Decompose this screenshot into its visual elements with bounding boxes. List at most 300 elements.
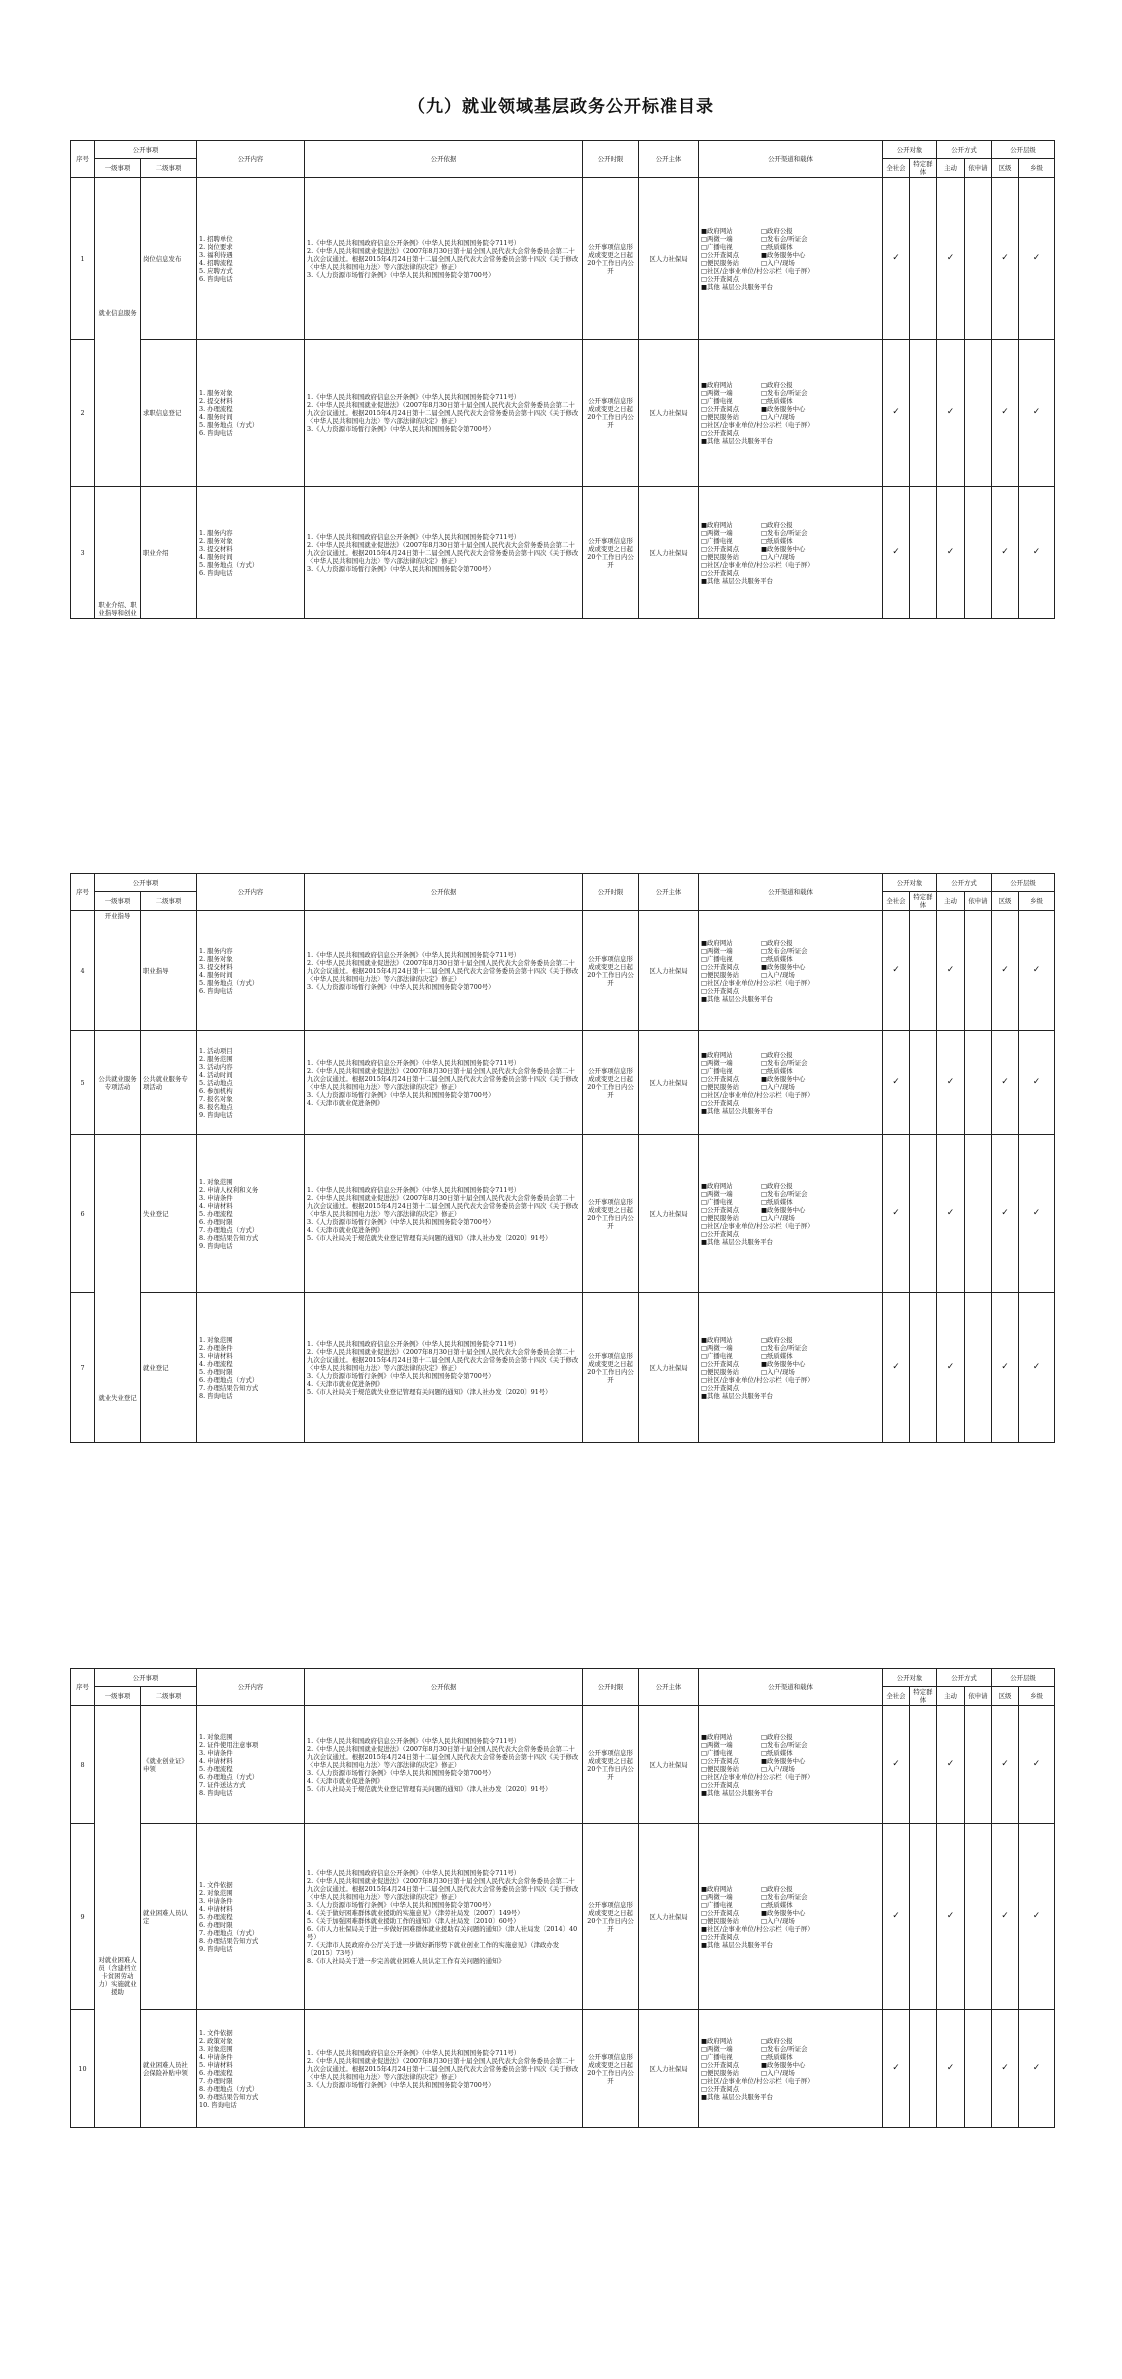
content-line: 7. 办理地点（方式） bbox=[199, 1225, 259, 1234]
content-cell bbox=[197, 911, 305, 1031]
channel-option: □纸质媒体 bbox=[761, 1066, 793, 1075]
basis-line: 1.《中华人民共和国政府信息公开条例》（中华人民共和国国务院令711号） bbox=[307, 1868, 521, 1877]
channel-option: ■其他 基层公共服务平台 bbox=[701, 1788, 773, 1797]
content-cell bbox=[197, 487, 305, 619]
header-level1: 一级事项 bbox=[95, 892, 141, 911]
channel-option: □发布会/听证会 bbox=[761, 389, 808, 397]
content-line: 6. 办理流程 bbox=[199, 2068, 233, 2077]
check-mark: ✓ bbox=[937, 911, 965, 1031]
channels-cell bbox=[699, 911, 883, 1031]
content-line: 6. 咨询电话 bbox=[199, 986, 233, 995]
time-cell: 公开事项信息形成或变更之日起20个工作日内公开 bbox=[583, 1706, 639, 1824]
channel-option: □政府公报 bbox=[761, 1181, 793, 1190]
content-line: 5. 申请材料 bbox=[199, 2060, 233, 2069]
header-content: 公开内容 bbox=[197, 1669, 305, 1706]
basis-cell bbox=[305, 487, 583, 619]
content-line: 2. 服务对象 bbox=[199, 954, 233, 963]
content-line: 5. 服务地点（方式） bbox=[199, 560, 259, 569]
content-line: 4. 申请条件 bbox=[199, 2052, 233, 2061]
table-row bbox=[71, 2010, 1055, 2128]
level2-item: 岗位信息发布 bbox=[141, 178, 197, 340]
level1-item-cell bbox=[95, 487, 141, 619]
content-line: 5. 办理流程 bbox=[199, 1209, 233, 1218]
basis-line: 1.《中华人民共和国政府信息公开条例》（中华人民共和国国务院令711号） bbox=[307, 950, 521, 959]
empty-mark bbox=[910, 1706, 937, 1824]
channel-option: □公开查阅点 bbox=[701, 1229, 739, 1238]
channel-option: ■政务服务中心 bbox=[761, 1074, 806, 1083]
basis-line: 3.《人力资源市场暂行条例》（中华人民共和国国务院令第700号） bbox=[307, 1768, 495, 1777]
content-line: 2. 证件使用注意事项 bbox=[199, 1740, 259, 1749]
check-mark: ✓ bbox=[992, 1031, 1019, 1135]
seq-cell: 4 bbox=[71, 911, 95, 1031]
basis-line: 1.《中华人民共和国政府信息公开条例》（中华人民共和国国务院令711号） bbox=[307, 1058, 521, 1067]
channels-cell bbox=[699, 1706, 883, 1824]
content-line: 8. 办理地点（方式） bbox=[199, 2084, 259, 2093]
content-line: 9. 咨询电话 bbox=[199, 1944, 233, 1953]
content-line: 4. 活动时间 bbox=[199, 1070, 233, 1079]
content-cell bbox=[197, 1031, 305, 1135]
time-cell: 公开事项信息形成或变更之日起20个工作日内公开 bbox=[583, 487, 639, 619]
header-level-district: 区级 bbox=[992, 1687, 1019, 1706]
check-mark: ✓ bbox=[1019, 178, 1055, 340]
level1-item-cell bbox=[95, 1706, 141, 2128]
channel-option: □政府公报 bbox=[761, 2036, 793, 2045]
check-mark: ✓ bbox=[883, 1031, 910, 1135]
time-cell: 公开事项信息形成或变更之日起20个工作日内公开 bbox=[583, 340, 639, 487]
basis-line: 4.《关于做好困难群体就业援助的实施意见》（津劳社局发〔2007〕149号） bbox=[307, 1908, 524, 1917]
basis-line: 3.《人力资源市场暂行条例》（中华人民共和国国务院令第700号） bbox=[307, 1900, 495, 1909]
channel-option: ■政务服务中心 bbox=[761, 1756, 806, 1765]
check-mark: ✓ bbox=[1019, 1706, 1055, 1824]
basis-cell bbox=[305, 1706, 583, 1824]
empty-mark bbox=[965, 2010, 992, 2128]
header-mode-apply: 依申请 bbox=[965, 159, 992, 178]
basis-cell bbox=[305, 1293, 583, 1443]
channel-option: □便民服务站 bbox=[701, 1367, 739, 1376]
content-line: 10. 咨询电话 bbox=[199, 2100, 237, 2109]
level2-item: 《就业创业证》申领 bbox=[141, 1706, 197, 1824]
basis-line: 3.《人力资源市场暂行条例》（中华人民共和国国务院令第700号） bbox=[307, 2080, 495, 2089]
content-line: 5. 活动地点 bbox=[199, 1078, 233, 1087]
table-row bbox=[71, 1135, 1055, 1293]
channel-option: □入户/现场 bbox=[761, 1082, 795, 1091]
channel-option: ■政府网站 bbox=[701, 520, 733, 529]
channel-option: □社区/企事业单位/村公示栏（电子屏） bbox=[701, 266, 814, 275]
header-level: 公开层级 bbox=[992, 141, 1055, 159]
channel-option: ■政府网站 bbox=[701, 1335, 733, 1344]
channel-option: □社区/企事业单位/村公示栏（电子屏） bbox=[701, 1090, 814, 1099]
content-line: 1. 服务内容 bbox=[199, 528, 233, 537]
subject-cell: 区人力社保局 bbox=[639, 340, 699, 487]
table-row bbox=[71, 1706, 1055, 1824]
subject-cell: 区人力社保局 bbox=[639, 1135, 699, 1293]
channel-option: □便民服务站 bbox=[701, 258, 739, 267]
content-line: 7. 办理时限 bbox=[199, 2076, 233, 2085]
channel-option: □便民服务站 bbox=[701, 970, 739, 979]
header-mode-active: 主动 bbox=[937, 159, 965, 178]
basis-line: 4.《天津市就业促进条例》 bbox=[307, 1776, 384, 1785]
channel-option: □政府公报 bbox=[761, 1732, 793, 1741]
check-mark: ✓ bbox=[992, 340, 1019, 487]
check-mark: ✓ bbox=[937, 487, 965, 619]
channel-option: □发布会/听证会 bbox=[761, 946, 808, 955]
channel-option: ■政务服务中心 bbox=[761, 250, 806, 259]
empty-mark bbox=[965, 178, 992, 340]
header-level-district: 区级 bbox=[992, 892, 1019, 911]
basis-line: 2.《中华人民共和国就业促进法》（2007年8月30日第十届全国人民代表大会常务委员会第二十九次会议通过。根据2015年4月24日第十二届全国人民代表大会常务委员会第十四次《关于修改〈中华人民共和国电力法〉等六部法律的决定》修正） bbox=[307, 246, 579, 271]
subject-cell: 区人力社保局 bbox=[639, 1293, 699, 1443]
content-line: 6. 参加机构 bbox=[199, 1086, 233, 1095]
content-line: 1. 活动项目 bbox=[199, 1046, 233, 1055]
empty-mark bbox=[965, 1293, 992, 1443]
check-mark: ✓ bbox=[992, 1824, 1019, 2010]
channel-option: □公开查阅点 bbox=[701, 568, 739, 577]
check-mark: ✓ bbox=[937, 340, 965, 487]
content-line: 5. 办理时限 bbox=[199, 1367, 233, 1376]
content-line: 6. 办理地点（方式） bbox=[199, 1772, 259, 1781]
level2-item: 就业困难人员认定 bbox=[141, 1824, 197, 2010]
basis-line: 3.《人力资源市场暂行条例》（中华人民共和国国务院令第700号） bbox=[307, 270, 495, 279]
channels-cell bbox=[699, 2010, 883, 2128]
content-line: 5. 应聘方式 bbox=[199, 266, 233, 275]
channel-option: ■其他 基层公共服务平台 bbox=[701, 1106, 773, 1115]
level1-item: 就业信息服务 bbox=[98, 308, 137, 317]
check-mark: ✓ bbox=[1019, 911, 1055, 1031]
channel-option: ■其他 基层公共服务平台 bbox=[701, 994, 773, 1003]
header-content: 公开内容 bbox=[197, 141, 305, 178]
channel-option: □社区/企事业单位/村公示栏（电子屏） bbox=[701, 978, 814, 987]
header-mode-active: 主动 bbox=[937, 1687, 965, 1706]
channel-option: □政府公报 bbox=[761, 226, 793, 235]
basis-line: 2.《中华人民共和国就业促进法》（2007年8月30日第十届全国人民代表大会常务委员会第二十九次会议通过。根据2015年4月24日第十二届全国人民代表大会常务委员会第十四次《关于修改〈中华人民共和国电力法〉等六部法律的决定》修正） bbox=[307, 1066, 579, 1091]
content-cell bbox=[197, 1824, 305, 2010]
channel-option: □便民服务站 bbox=[701, 2068, 739, 2077]
subject-cell: 区人力社保局 bbox=[639, 2010, 699, 2128]
header-level2: 二级事项 bbox=[141, 892, 197, 911]
header-channels: 公开渠道和载体 bbox=[699, 1669, 883, 1706]
basis-line: 2.《中华人民共和国就业促进法》（2007年8月30日第十届全国人民代表大会常务委员会第二十九次会议通过。根据2015年4月24日第十二届全国人民代表大会常务委员会第十四次《关于修改〈中华人民共和国电力法〉等六部法律的决定》修正） bbox=[307, 1876, 579, 1901]
channel-option: □两微一端 bbox=[701, 234, 733, 243]
header-level2: 二级事项 bbox=[141, 159, 197, 178]
seq-cell: 9 bbox=[71, 1824, 95, 2010]
channel-option: ■其他 基层公共服务平台 bbox=[701, 1237, 773, 1246]
time-cell: 公开事项信息形成或变更之日起20个工作日内公开 bbox=[583, 2010, 639, 2128]
channel-option: ■其他 基层公共服务平台 bbox=[701, 2092, 773, 2101]
basis-line: 1.《中华人民共和国政府信息公开条例》（中华人民共和国国务院令711号） bbox=[307, 1185, 521, 1194]
content-line: 5. 办理流程 bbox=[199, 1912, 233, 1921]
basis-line: 3.《人力资源市场暂行条例》（中华人民共和国国务院令第700号） bbox=[307, 982, 495, 991]
header-level1: 一级事项 bbox=[95, 159, 141, 178]
channel-option: □公开查阅点 bbox=[701, 429, 739, 437]
header-seq: 序号 bbox=[71, 874, 95, 911]
channel-option: □发布会/听证会 bbox=[761, 234, 808, 243]
catalog-table bbox=[70, 873, 1055, 1443]
channel-option: ■政务服务中心 bbox=[761, 1359, 806, 1368]
basis-line: 4.《天津市就业促进条例》 bbox=[307, 1379, 384, 1388]
header-level1: 一级事项 bbox=[95, 1687, 141, 1706]
channel-option: □公开查阅点 bbox=[701, 1932, 739, 1941]
header-level: 公开层级 bbox=[992, 874, 1055, 892]
basis-line: 7.《天津市人民政府办公厅关于进一步做好新形势下就业创业工作的实施意见》（津政办发〔2015〕73号） bbox=[307, 1940, 560, 1957]
basis-line: 2.《中华人民共和国就业促进法》（2007年8月30日第十届全国人民代表大会常务委员会第二十九次会议通过。根据2015年4月24日第十二届全国人民代表大会常务委员会第十四次《关于修改〈中华人民共和国电力法〉等六部法律的决定》修正） bbox=[307, 2056, 579, 2081]
level1-item-cell bbox=[95, 308, 141, 487]
header-channels: 公开渠道和载体 bbox=[699, 874, 883, 911]
level1-item-cell bbox=[95, 1135, 141, 1443]
channel-option: ■政府网站 bbox=[701, 1884, 733, 1893]
channel-option: □两微一端 bbox=[701, 1058, 733, 1067]
seq-cell: 10 bbox=[71, 2010, 95, 2128]
content-line: 4. 服务时间 bbox=[199, 970, 233, 979]
header-matters: 公开事项 bbox=[95, 141, 197, 159]
basis-line: 3.《人力资源市场暂行条例》（中华人民共和国国务院令第700号） bbox=[307, 564, 495, 573]
header-target: 公开对象 bbox=[883, 141, 937, 159]
check-mark: ✓ bbox=[992, 911, 1019, 1031]
channel-option: ■社区/企事业单位/村公示栏（电子屏） bbox=[701, 1924, 814, 1933]
basis-line: 4.《天津市就业促进条例》 bbox=[307, 1225, 384, 1234]
check-mark: ✓ bbox=[1019, 1031, 1055, 1135]
content-line: 7. 报名对象 bbox=[199, 1094, 233, 1103]
check-mark: ✓ bbox=[937, 1293, 965, 1443]
empty-mark bbox=[910, 178, 937, 340]
channel-option: □公开查阅点 bbox=[701, 2060, 739, 2069]
channel-option: □纸质媒体 bbox=[761, 2052, 793, 2061]
content-line: 3. 办理流程 bbox=[199, 405, 233, 413]
header-basis: 公开依据 bbox=[305, 141, 583, 178]
header-mode: 公开方式 bbox=[937, 141, 992, 159]
basis-line: 3.《人力资源市场暂行条例》（中华人民共和国国务院令第700号） bbox=[307, 425, 495, 433]
header-level-town: 乡级 bbox=[1019, 892, 1055, 911]
seq-cell: 6 bbox=[71, 1135, 95, 1293]
content-line: 4. 服务时间 bbox=[199, 413, 233, 421]
check-mark: ✓ bbox=[883, 178, 910, 340]
content-line: 3. 提交材料 bbox=[199, 544, 233, 553]
content-line: 3. 申请条件 bbox=[199, 1193, 233, 1202]
channel-option: □发布会/听证会 bbox=[761, 1058, 808, 1067]
content-line: 8. 咨询电话 bbox=[199, 1788, 233, 1797]
check-mark: ✓ bbox=[1019, 1293, 1055, 1443]
table-row bbox=[71, 1031, 1055, 1135]
channel-option: □公开查阅点 bbox=[701, 2084, 739, 2093]
content-line: 5. 服务地点（方式） bbox=[199, 421, 259, 429]
content-line: 6. 办理时限 bbox=[199, 1920, 233, 1929]
catalog-table bbox=[70, 140, 1055, 619]
channel-option: □公开查阅点 bbox=[701, 962, 739, 971]
channel-option: □政府公报 bbox=[761, 1884, 793, 1893]
channel-option: ■其他 基层公共服务平台 bbox=[701, 437, 773, 445]
content-cell bbox=[197, 1706, 305, 1824]
header-basis: 公开依据 bbox=[305, 874, 583, 911]
time-cell: 公开事项信息形成或变更之日起20个工作日内公开 bbox=[583, 911, 639, 1031]
subject-cell: 区人力社保局 bbox=[639, 1706, 699, 1824]
content-line: 2. 服务对象 bbox=[199, 536, 233, 545]
header-mode: 公开方式 bbox=[937, 1669, 992, 1687]
check-mark: ✓ bbox=[883, 1293, 910, 1443]
content-line: 2. 服务范围 bbox=[199, 1054, 233, 1063]
content-line: 1. 招聘单位 bbox=[199, 234, 233, 243]
channel-option: □广播电视 bbox=[701, 536, 733, 545]
channel-option: □公开查阅点 bbox=[701, 1383, 739, 1392]
channel-option: □纸质媒体 bbox=[761, 1197, 793, 1206]
channel-option: □广播电视 bbox=[701, 2052, 733, 2061]
check-mark: ✓ bbox=[883, 1706, 910, 1824]
basis-line: 2.《中华人民共和国就业促进法》（2007年8月30日第十届全国人民代表大会常务委员会第二十九次会议通过。根据2015年4月24日第十二届全国人民代表大会常务委员会第十四次《关于修改〈中华人民共和国电力法〉等六部法律的决定》修正） bbox=[307, 1347, 579, 1372]
content-cell bbox=[197, 178, 305, 340]
check-mark: ✓ bbox=[883, 487, 910, 619]
level2-item: 职业指导 bbox=[141, 911, 197, 1031]
check-mark: ✓ bbox=[1019, 487, 1055, 619]
content-line: 2. 岗位要求 bbox=[199, 242, 233, 251]
seq-cell: 8 bbox=[71, 1706, 95, 1824]
check-mark: ✓ bbox=[937, 1824, 965, 2010]
empty-mark bbox=[965, 487, 992, 619]
channel-option: □广播电视 bbox=[701, 1351, 733, 1360]
channels-cell bbox=[699, 340, 883, 487]
empty-mark bbox=[965, 1135, 992, 1293]
empty-mark bbox=[910, 340, 937, 487]
check-mark: ✓ bbox=[883, 1824, 910, 2010]
subject-cell: 区人力社保局 bbox=[639, 178, 699, 340]
header-matters: 公开事项 bbox=[95, 1669, 197, 1687]
channel-option: □广播电视 bbox=[701, 397, 733, 405]
content-line: 8. 办理结果告知方式 bbox=[199, 1233, 259, 1242]
table-row bbox=[71, 487, 1055, 619]
channel-option: ■其他 基层公共服务平台 bbox=[701, 282, 773, 291]
content-line: 3. 福利待遇 bbox=[199, 250, 233, 259]
channel-option: □政府公报 bbox=[761, 381, 793, 389]
check-mark: ✓ bbox=[883, 340, 910, 487]
header-target-specific: 特定群体 bbox=[910, 159, 937, 178]
header-level-town: 乡级 bbox=[1019, 1687, 1055, 1706]
check-mark: ✓ bbox=[992, 1293, 1019, 1443]
seq-cell: 3 bbox=[71, 487, 95, 619]
channel-option: □政府公报 bbox=[761, 520, 793, 529]
channel-option: □社区/企事业单位/村公示栏（电子屏） bbox=[701, 1221, 814, 1230]
level2-item: 职业介绍 bbox=[141, 487, 197, 619]
channel-option: □公开查阅点 bbox=[701, 1780, 739, 1789]
check-mark: ✓ bbox=[992, 2010, 1019, 2128]
basis-line: 3.《人力资源市场暂行条例》（中华人民共和国国务院令第700号） bbox=[307, 1217, 495, 1226]
level1-item: 开业指导 bbox=[104, 912, 131, 920]
page-title: （九）就业领域基层政务公开标准目录 bbox=[408, 97, 714, 117]
level2-item: 失业登记 bbox=[141, 1135, 197, 1293]
check-mark: ✓ bbox=[992, 487, 1019, 619]
basis-line: 2.《中华人民共和国就业促进法》（2007年8月30日第十届全国人民代表大会常务委员会第二十九次会议通过。根据2015年4月24日第十二届全国人民代表大会常务委员会第十四次《关于修改〈中华人民共和国电力法〉等六部法律的决定》修正） bbox=[307, 958, 579, 983]
empty-mark bbox=[965, 911, 992, 1031]
channels-cell bbox=[699, 1824, 883, 2010]
basis-line: 8.《市人社局关于进一步完善就业困难人员认定工作有关问题的通知》 bbox=[307, 1956, 505, 1965]
header-level-town: 乡级 bbox=[1019, 159, 1055, 178]
channel-option: ■政务服务中心 bbox=[761, 962, 806, 971]
check-mark: ✓ bbox=[1019, 1824, 1055, 2010]
basis-cell bbox=[305, 2010, 583, 2128]
content-line: 8. 办理结果告知方式 bbox=[199, 1936, 259, 1945]
empty-mark bbox=[910, 1824, 937, 2010]
content-line: 1. 服务对象 bbox=[199, 389, 233, 397]
content-line: 6. 办理地点（方式） bbox=[199, 1375, 259, 1384]
content-line: 6. 办理时限 bbox=[199, 1217, 233, 1226]
content-line: 2. 政策对象 bbox=[199, 2036, 233, 2045]
channel-option: □公开查阅点 bbox=[701, 1074, 739, 1083]
content-line: 2. 申请人权利和义务 bbox=[199, 1185, 259, 1194]
check-mark: ✓ bbox=[1019, 340, 1055, 487]
channel-option: □两微一端 bbox=[701, 1343, 733, 1352]
empty-mark bbox=[965, 340, 992, 487]
channel-option: □公开查阅点 bbox=[701, 405, 739, 413]
channel-option: □入户/现场 bbox=[761, 258, 795, 267]
time-cell: 公开事项信息形成或变更之日起20个工作日内公开 bbox=[583, 178, 639, 340]
empty-mark bbox=[910, 911, 937, 1031]
content-line: 3. 申请材料 bbox=[199, 1351, 233, 1360]
basis-cell bbox=[305, 1031, 583, 1135]
channel-option: ■政务服务中心 bbox=[761, 2060, 806, 2069]
content-line: 6. 咨询电话 bbox=[199, 429, 233, 437]
header-content: 公开内容 bbox=[197, 874, 305, 911]
basis-line: 2.《中华人民共和国就业促进法》（2007年8月30日第十届全国人民代表大会常务委员会第二十九次会议通过。根据2015年4月24日第十二届全国人民代表大会常务委员会第十四次《关于修改〈中华人民共和国电力法〉等六部法律的决定》修正） bbox=[307, 540, 579, 565]
basis-cell bbox=[305, 1135, 583, 1293]
content-line: 9. 办理结果告知方式 bbox=[199, 2092, 259, 2101]
channel-option: ■政府网站 bbox=[701, 938, 733, 947]
channel-option: ■政务服务中心 bbox=[761, 405, 806, 413]
channel-option: □入户/现场 bbox=[761, 1367, 795, 1376]
basis-cell bbox=[305, 1824, 583, 2010]
content-cell bbox=[197, 340, 305, 487]
channel-option: □入户/现场 bbox=[761, 413, 795, 421]
table-row bbox=[71, 911, 1055, 1031]
content-line: 4. 招聘流程 bbox=[199, 258, 233, 267]
channel-option: □公开查阅点 bbox=[701, 1908, 739, 1917]
header-subject: 公开主体 bbox=[639, 874, 699, 911]
content-line: 1. 对象范围 bbox=[199, 1732, 233, 1741]
channel-option: ■政府网站 bbox=[701, 381, 733, 389]
content-line: 2. 办理条件 bbox=[199, 1343, 233, 1352]
content-line: 4. 办理流程 bbox=[199, 1359, 233, 1368]
check-mark: ✓ bbox=[992, 1135, 1019, 1293]
channel-option: ■政府网站 bbox=[701, 1732, 733, 1741]
channel-option: □入户/现场 bbox=[761, 970, 795, 979]
channels-cell bbox=[699, 1135, 883, 1293]
header-subject: 公开主体 bbox=[639, 141, 699, 178]
check-mark: ✓ bbox=[883, 911, 910, 1031]
channel-option: □社区/企事业单位/村公示栏（电子屏） bbox=[701, 421, 814, 429]
header-target: 公开对象 bbox=[883, 874, 937, 892]
content-line: 6. 咨询电话 bbox=[199, 274, 233, 283]
check-mark: ✓ bbox=[1019, 2010, 1055, 2128]
channel-option: □纸质媒体 bbox=[761, 397, 793, 405]
header-basis: 公开依据 bbox=[305, 1669, 583, 1706]
basis-line: 4.《天津市就业促进条例》 bbox=[307, 1098, 384, 1107]
check-mark: ✓ bbox=[992, 178, 1019, 340]
header-target-all: 全社会 bbox=[883, 892, 910, 911]
channel-option: □便民服务站 bbox=[701, 1082, 739, 1091]
header-time: 公开时限 bbox=[583, 1669, 639, 1706]
channel-option: □便民服务站 bbox=[701, 1764, 739, 1773]
level1-item: 职业介绍、职业指导和创业 bbox=[98, 601, 137, 617]
content-cell bbox=[197, 1293, 305, 1443]
channel-option: □公开查阅点 bbox=[701, 1098, 739, 1107]
empty-mark bbox=[910, 487, 937, 619]
channel-option: □社区/企事业单位/村公示栏（电子屏） bbox=[701, 1375, 814, 1384]
content-line: 2. 提交材料 bbox=[199, 397, 233, 405]
basis-line: 1.《中华人民共和国政府信息公开条例》（中华人民共和国国务院令711号） bbox=[307, 393, 521, 401]
catalog-page-1 bbox=[70, 140, 1054, 619]
check-mark: ✓ bbox=[937, 1031, 965, 1135]
header-mode-apply: 依申请 bbox=[965, 892, 992, 911]
channel-option: □入户/现场 bbox=[761, 1213, 795, 1222]
basis-cell bbox=[305, 178, 583, 340]
time-cell: 公开事项信息形成或变更之日起20个工作日内公开 bbox=[583, 1135, 639, 1293]
channels-cell bbox=[699, 178, 883, 340]
header-target-all: 全社会 bbox=[883, 159, 910, 178]
